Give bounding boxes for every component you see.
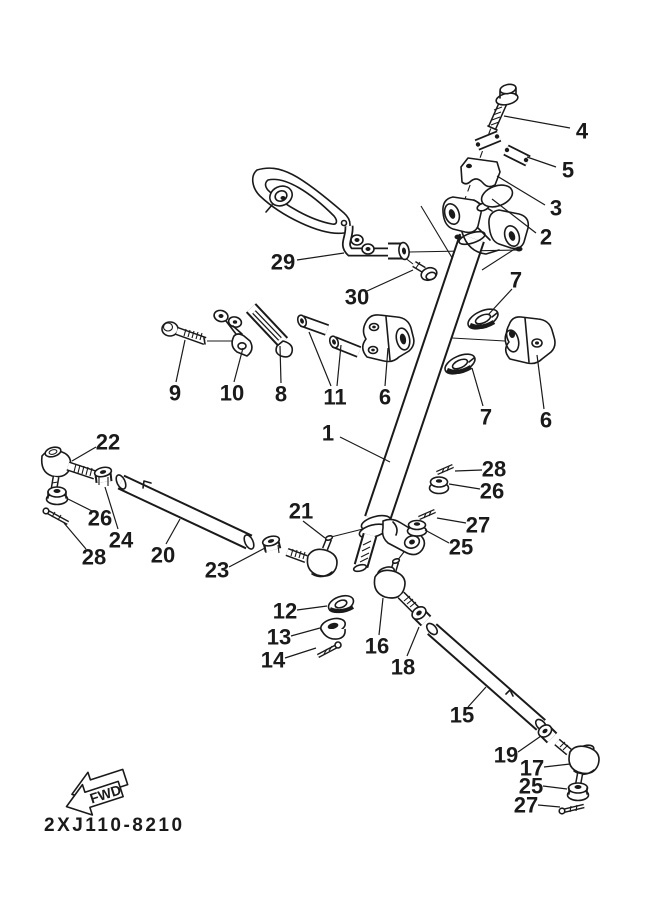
tie-rod-end-21 <box>287 535 337 577</box>
spring-washer-13 <box>319 616 347 639</box>
leader-line-30 <box>367 270 413 291</box>
callout-21: 21 <box>288 498 314 524</box>
callout-7: 7 <box>509 267 523 293</box>
leader-line-6 <box>537 355 544 409</box>
callout-25: 25 <box>518 773 544 799</box>
tie-rod-end-16 <box>374 558 416 610</box>
collar-pin-11b <box>328 335 359 352</box>
leader-line-4 <box>504 116 570 128</box>
leader-line-12 <box>297 606 327 610</box>
callout-7: 7 <box>479 404 493 430</box>
leader-line-22 <box>72 447 96 461</box>
leader-line-17 <box>544 764 570 767</box>
leader-line-1 <box>340 437 390 462</box>
collar-pin-11a <box>296 314 327 330</box>
leader-line-19 <box>518 736 541 752</box>
callout-24: 24 <box>108 527 134 553</box>
bracket-plate-a <box>476 134 499 146</box>
leader-line-11 <box>309 332 331 386</box>
leader-line-5 <box>527 157 556 167</box>
leader-line-9 <box>176 340 185 382</box>
callout-29: 29 <box>270 249 296 275</box>
leader-line-26 <box>449 484 480 489</box>
callout-4: 4 <box>575 118 589 144</box>
callout-18: 18 <box>390 654 416 680</box>
cotter-pin-28a <box>43 508 68 523</box>
joint-bracket-10 <box>213 309 252 356</box>
callout-27: 27 <box>513 792 539 818</box>
leader-line-20 <box>166 519 180 544</box>
callout-13: 13 <box>266 624 292 650</box>
leader-line-7 <box>488 289 512 315</box>
callout-12: 12 <box>272 598 298 624</box>
flange-nut-25b <box>568 783 589 801</box>
cotter-pin-14 <box>318 642 341 656</box>
leader-line-16 <box>379 598 383 635</box>
fwd-label: FWD <box>87 781 124 807</box>
callout-15: 15 <box>449 702 475 728</box>
plain-washer-12 <box>326 593 356 616</box>
callout-23: 23 <box>204 557 230 583</box>
castle-nut-24 <box>94 466 112 486</box>
callout-17: 17 <box>519 755 545 781</box>
hex-nut-23 <box>262 534 281 553</box>
tie-rod-15 <box>425 621 549 732</box>
callout-5: 5 <box>561 157 575 183</box>
guide-link-8 <box>251 308 292 357</box>
lock-washer-7b <box>442 350 478 378</box>
stay-bolt <box>414 262 439 282</box>
callout-3: 3 <box>549 195 563 221</box>
cotter-pin-28b <box>437 466 453 473</box>
fwd-arrow <box>58 762 133 822</box>
leader-line-18 <box>407 627 419 656</box>
leader-line-25 <box>543 786 567 789</box>
leader-line-25 <box>425 530 449 543</box>
callout-20: 20 <box>150 542 176 568</box>
leader-line-27 <box>437 518 466 523</box>
callout-10: 10 <box>219 380 245 406</box>
leader-line-23 <box>229 548 265 567</box>
callout-2: 2 <box>539 224 553 250</box>
bracket-plate-b <box>505 148 528 162</box>
callout-27: 27 <box>465 512 491 538</box>
cable-stay <box>253 168 410 260</box>
flange-nut-26b <box>430 477 449 494</box>
flange-bolt-top <box>488 83 519 130</box>
callout-11: 11 <box>323 384 347 410</box>
callout-8: 8 <box>274 381 288 407</box>
tie-rod-end-17 <box>557 742 599 786</box>
callout-28: 28 <box>81 544 107 570</box>
flange-bolt-9 <box>162 322 205 344</box>
cotter-pin-27b <box>559 805 584 814</box>
cotter-pin-27a <box>419 511 435 518</box>
flange-nut-25a <box>408 521 427 537</box>
callout-19: 19 <box>493 742 519 768</box>
callout-30: 30 <box>344 284 370 310</box>
callout-28: 28 <box>481 456 507 482</box>
part-code: 2XJ110-8210 <box>44 815 185 836</box>
callout-14: 14 <box>260 647 286 673</box>
leader-line-28 <box>455 470 482 471</box>
callout-26: 26 <box>87 505 113 531</box>
lock-washer-7a <box>465 305 501 333</box>
leader-line-21 <box>303 521 325 538</box>
tie-rod-20 <box>114 474 256 551</box>
callout-1: 1 <box>321 420 335 446</box>
leader-line-29 <box>297 253 344 260</box>
flange-nut-26a <box>47 487 68 505</box>
leader-line-7 <box>472 368 483 406</box>
leader-line-13 <box>291 628 320 636</box>
handlebar-clamp <box>461 158 500 187</box>
column-clamp-right <box>503 317 555 364</box>
callout-9: 9 <box>168 380 182 406</box>
leader-line-11 <box>337 345 341 386</box>
callout-25: 25 <box>448 534 474 560</box>
callout-26: 26 <box>479 478 505 504</box>
leader-line-27 <box>538 805 560 807</box>
callout-6: 6 <box>378 384 392 410</box>
leader-line-14 <box>285 648 316 658</box>
callout-6: 6 <box>539 407 553 433</box>
column-clamp-left <box>363 315 414 362</box>
callout-16: 16 <box>364 633 390 659</box>
callout-22: 22 <box>95 429 121 455</box>
